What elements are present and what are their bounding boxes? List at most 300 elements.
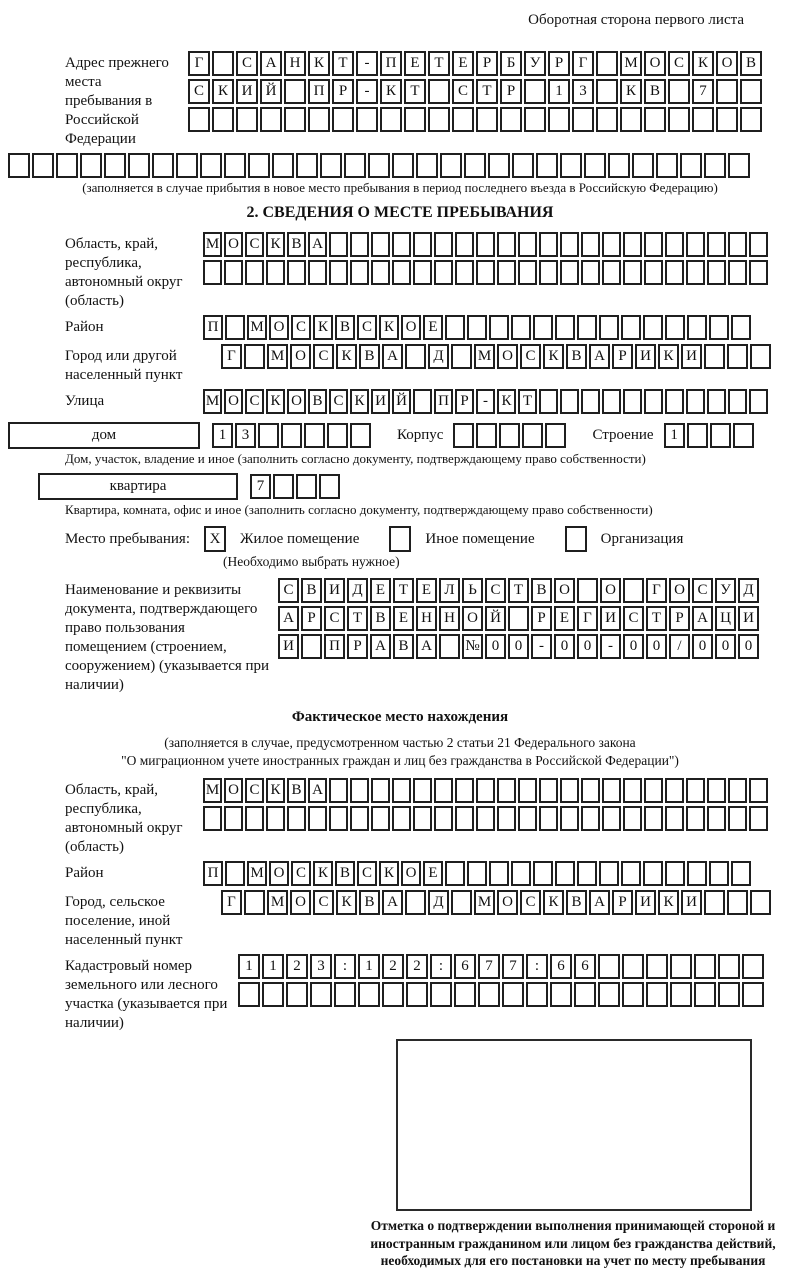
char-cell xyxy=(286,982,308,1007)
char-cell: С xyxy=(236,51,258,76)
char-cell xyxy=(266,260,285,285)
char-cell xyxy=(476,806,495,831)
char-cell xyxy=(371,778,390,803)
char-cell xyxy=(272,153,294,178)
char-cell xyxy=(497,806,516,831)
char-cell xyxy=(428,107,450,132)
char-cell xyxy=(308,806,327,831)
char-cell xyxy=(511,315,531,340)
region-row-1 xyxy=(203,232,768,257)
char-cell xyxy=(602,389,621,414)
char-cell: А xyxy=(278,606,299,631)
char-cell: 1 xyxy=(664,423,685,448)
char-cell xyxy=(644,389,663,414)
char-cell xyxy=(500,107,522,132)
char-cell: 0 xyxy=(485,634,506,659)
char-cell xyxy=(413,232,432,257)
char-cell xyxy=(445,315,465,340)
char-cell: Н xyxy=(439,606,460,631)
char-cell xyxy=(308,107,330,132)
char-cell xyxy=(687,423,708,448)
stay-type-checkbox-other xyxy=(389,526,411,552)
char-cell: 7 xyxy=(502,954,524,979)
char-cell xyxy=(356,107,378,132)
char-cell xyxy=(686,260,705,285)
char-cell xyxy=(245,260,264,285)
char-cell xyxy=(622,982,644,1007)
char-cell: И xyxy=(371,389,390,414)
char-cell xyxy=(749,778,768,803)
char-cell: 0 xyxy=(738,634,759,659)
char-cell: В xyxy=(287,232,306,257)
char-cell xyxy=(464,153,486,178)
char-cell xyxy=(596,107,618,132)
char-cell: Р xyxy=(455,389,474,414)
prev-address-row-full xyxy=(8,153,792,178)
char-cell xyxy=(665,232,684,257)
char-cell xyxy=(287,260,306,285)
char-cell xyxy=(104,153,126,178)
region-label: Область, край, республика, автономный округ (область) xyxy=(65,236,183,309)
char-cell xyxy=(644,232,663,257)
char-cell xyxy=(262,982,284,1007)
char-cell xyxy=(392,806,411,831)
actual-city-row xyxy=(221,890,771,915)
char-cell xyxy=(545,423,566,448)
char-cell xyxy=(668,107,690,132)
char-cell: В xyxy=(566,344,587,369)
char-cell xyxy=(749,806,768,831)
actual-district-field xyxy=(65,861,792,886)
char-cell xyxy=(392,232,411,257)
char-cell: К xyxy=(336,344,357,369)
char-cell xyxy=(488,153,510,178)
char-cell: 2 xyxy=(286,954,308,979)
char-cell xyxy=(742,982,764,1007)
char-cell xyxy=(581,389,600,414)
char-cell xyxy=(733,423,754,448)
char-cell xyxy=(707,806,726,831)
char-cell: О xyxy=(269,315,289,340)
street-field xyxy=(65,389,792,414)
char-cell xyxy=(623,389,642,414)
char-cell xyxy=(599,315,619,340)
char-cell: У xyxy=(524,51,546,76)
char-cell xyxy=(665,861,685,886)
char-cell xyxy=(668,79,690,104)
char-cell xyxy=(574,982,596,1007)
char-cell xyxy=(212,107,234,132)
char-cell: Т xyxy=(332,51,354,76)
char-cell xyxy=(350,778,369,803)
document-field xyxy=(65,578,792,695)
char-cell: С xyxy=(313,344,334,369)
char-cell: И xyxy=(681,890,702,915)
char-cell xyxy=(225,861,245,886)
char-cell xyxy=(350,806,369,831)
char-cell xyxy=(599,861,619,886)
char-cell: - xyxy=(356,79,378,104)
page-side-note: Оборотная сторона первого листа xyxy=(528,12,744,28)
char-cell xyxy=(716,107,738,132)
char-cell xyxy=(728,806,747,831)
char-cell: Г xyxy=(646,578,667,603)
char-cell xyxy=(413,778,432,803)
char-cell xyxy=(296,474,317,499)
char-cell xyxy=(455,232,474,257)
char-cell: И xyxy=(236,79,258,104)
char-cell: К xyxy=(266,778,285,803)
char-cell xyxy=(602,232,621,257)
region-row-2 xyxy=(203,260,768,285)
char-cell: Е xyxy=(423,861,443,886)
char-cell xyxy=(512,153,534,178)
char-cell: 6 xyxy=(574,954,596,979)
char-cell: Р xyxy=(476,51,498,76)
char-cell: С xyxy=(245,389,264,414)
char-cell: Т xyxy=(404,79,426,104)
char-cell: О xyxy=(287,389,306,414)
char-cell xyxy=(511,861,531,886)
char-cell: А xyxy=(382,344,403,369)
char-cell xyxy=(392,153,414,178)
char-cell: 0 xyxy=(623,634,644,659)
char-cell: 6 xyxy=(454,954,476,979)
char-cell: 3 xyxy=(572,79,594,104)
actual-location-title: Фактическое место нахождения xyxy=(291,709,509,725)
char-cell: М xyxy=(203,778,222,803)
char-cell xyxy=(581,232,600,257)
char-cell: А xyxy=(308,778,327,803)
char-cell xyxy=(694,954,716,979)
char-cell: М xyxy=(474,890,495,915)
char-cell: С xyxy=(245,778,264,803)
house-row xyxy=(8,422,792,449)
char-cell xyxy=(405,890,426,915)
char-cell xyxy=(224,806,243,831)
korpus-cells xyxy=(453,423,566,448)
char-cell: Р xyxy=(612,890,633,915)
stay-type-checkbox-residential: X xyxy=(204,526,226,552)
char-cell: К xyxy=(308,51,330,76)
stay-type-label: Место пребывания: xyxy=(65,530,190,547)
prev-address-row-3 xyxy=(188,107,762,132)
char-cell xyxy=(478,982,500,1007)
char-cell xyxy=(310,982,332,1007)
char-cell: М xyxy=(203,389,222,414)
char-cell xyxy=(707,389,726,414)
char-cell: 7 xyxy=(250,474,271,499)
char-cell: Б xyxy=(500,51,522,76)
char-cell xyxy=(413,389,432,414)
char-cell xyxy=(476,232,495,257)
char-cell xyxy=(451,890,472,915)
char-cell xyxy=(728,232,747,257)
char-cell: С xyxy=(452,79,474,104)
prev-address-field xyxy=(65,51,792,149)
char-cell xyxy=(623,232,642,257)
char-cell xyxy=(248,153,270,178)
char-cell xyxy=(665,389,684,414)
actual-region-row-1 xyxy=(203,778,768,803)
char-cell: О xyxy=(497,344,518,369)
char-cell xyxy=(687,315,707,340)
char-cell xyxy=(709,861,729,886)
char-cell: : xyxy=(334,954,356,979)
document-row-1 xyxy=(278,578,759,603)
char-cell xyxy=(749,232,768,257)
char-cell: О xyxy=(224,232,243,257)
char-cell xyxy=(704,344,725,369)
char-cell xyxy=(245,806,264,831)
char-cell xyxy=(152,153,174,178)
char-cell xyxy=(577,578,598,603)
char-cell xyxy=(718,982,740,1007)
char-cell xyxy=(284,79,306,104)
char-cell xyxy=(718,954,740,979)
actual-region-field xyxy=(65,778,792,857)
char-cell xyxy=(622,954,644,979)
char-cell: Н xyxy=(416,606,437,631)
char-cell xyxy=(258,423,279,448)
char-cell: К xyxy=(266,389,285,414)
char-cell xyxy=(749,260,768,285)
document-label: Наименование и реквизиты документа, подтверждающего право пользования помещением (строением, сооружением) (указывается при наличии) xyxy=(65,582,270,693)
char-cell: А xyxy=(416,634,437,659)
char-cell xyxy=(518,778,537,803)
char-cell: Й xyxy=(485,606,506,631)
char-cell xyxy=(665,315,685,340)
char-cell xyxy=(686,806,705,831)
char-cell: В xyxy=(335,861,355,886)
char-cell: О xyxy=(669,578,690,603)
char-cell: С xyxy=(245,232,264,257)
char-cell xyxy=(440,153,462,178)
char-cell xyxy=(620,107,642,132)
char-cell: К xyxy=(379,861,399,886)
char-cell: С xyxy=(357,315,377,340)
char-cell xyxy=(350,423,371,448)
char-cell xyxy=(518,806,537,831)
stay-type-option-other: Иное помещение xyxy=(425,530,535,547)
char-cell: Г xyxy=(221,344,242,369)
char-cell: С xyxy=(357,861,377,886)
char-cell: И xyxy=(681,344,702,369)
char-cell xyxy=(203,260,222,285)
char-cell xyxy=(238,982,260,1007)
char-cell: В xyxy=(531,578,552,603)
char-cell: Р xyxy=(347,634,368,659)
char-cell: К xyxy=(379,315,399,340)
prev-address-label: Адрес прежнего места пребывания в Российской Федерации xyxy=(65,55,169,147)
char-cell xyxy=(731,861,751,886)
char-cell: Д xyxy=(428,344,449,369)
char-cell xyxy=(533,861,553,886)
prev-address-row-2 xyxy=(188,79,762,104)
actual-city-field xyxy=(65,890,792,950)
char-cell: 2 xyxy=(406,954,428,979)
char-cell xyxy=(455,806,474,831)
char-cell xyxy=(581,806,600,831)
char-cell: 0 xyxy=(554,634,575,659)
char-cell xyxy=(623,806,642,831)
char-cell xyxy=(497,778,516,803)
actual-region-label: Область, край, республика, автономный округ (область) xyxy=(65,782,183,855)
char-cell: 2 xyxy=(382,954,404,979)
char-cell: К xyxy=(543,344,564,369)
char-cell: К xyxy=(543,890,564,915)
char-cell: О xyxy=(224,778,243,803)
char-cell: Т xyxy=(393,578,414,603)
char-cell: Г xyxy=(188,51,210,76)
char-cell xyxy=(404,107,426,132)
district-field xyxy=(65,315,792,340)
char-cell xyxy=(643,861,663,886)
document-row-3 xyxy=(278,634,759,659)
char-cell xyxy=(476,778,495,803)
char-cell: 1 xyxy=(238,954,260,979)
char-cell: 1 xyxy=(262,954,284,979)
char-cell xyxy=(327,423,348,448)
cadastre-row-1 xyxy=(238,954,764,979)
char-cell xyxy=(497,232,516,257)
stay-type-note: (Необходимо выбрать нужное) xyxy=(223,554,400,569)
char-cell xyxy=(476,423,497,448)
char-cell xyxy=(329,806,348,831)
char-cell: П xyxy=(203,861,223,886)
char-cell xyxy=(560,232,579,257)
char-cell xyxy=(371,232,390,257)
char-cell xyxy=(560,806,579,831)
char-cell xyxy=(392,260,411,285)
char-cell: И xyxy=(738,606,759,631)
district-row xyxy=(203,315,751,340)
char-cell: С xyxy=(485,578,506,603)
city-label: Город или другой населенный пункт xyxy=(65,348,183,383)
char-cell: Р xyxy=(531,606,552,631)
char-cell xyxy=(632,153,654,178)
char-cell: П xyxy=(308,79,330,104)
char-cell: М xyxy=(267,890,288,915)
char-cell: И xyxy=(600,606,621,631)
char-cell xyxy=(499,423,520,448)
char-cell xyxy=(670,982,692,1007)
char-cell xyxy=(508,606,529,631)
actual-city-label: Город, сельское поселение, иной населенный пункт xyxy=(65,894,183,948)
house-type-box: дом xyxy=(8,422,200,449)
char-cell: 1 xyxy=(212,423,233,448)
char-cell xyxy=(224,153,246,178)
cadastre-row-2 xyxy=(238,982,764,1007)
char-cell xyxy=(332,107,354,132)
char-cell xyxy=(539,778,558,803)
char-cell: В xyxy=(740,51,762,76)
stay-type-option-organization: Организация xyxy=(600,530,684,547)
char-cell xyxy=(602,260,621,285)
char-cell: - xyxy=(356,51,378,76)
char-cell: О xyxy=(224,389,243,414)
actual-region-row-2 xyxy=(203,806,768,831)
char-cell: О xyxy=(401,315,421,340)
char-cell xyxy=(707,260,726,285)
char-cell: В xyxy=(287,778,306,803)
char-cell: О xyxy=(269,861,289,886)
char-cell xyxy=(539,232,558,257)
char-cell: 0 xyxy=(577,634,598,659)
char-cell xyxy=(518,232,537,257)
char-cell: О xyxy=(401,861,421,886)
char-cell xyxy=(602,778,621,803)
char-cell: Е xyxy=(423,315,443,340)
char-cell: К xyxy=(313,861,333,886)
char-cell xyxy=(439,634,460,659)
char-cell: Т xyxy=(518,389,537,414)
char-cell: И xyxy=(635,890,656,915)
char-cell xyxy=(742,954,764,979)
char-cell xyxy=(344,153,366,178)
char-cell xyxy=(727,890,748,915)
char-cell xyxy=(740,79,762,104)
char-cell: Г xyxy=(577,606,598,631)
char-cell: 0 xyxy=(646,634,667,659)
char-cell xyxy=(707,778,726,803)
char-cell xyxy=(680,153,702,178)
char-cell xyxy=(608,153,630,178)
char-cell: К xyxy=(658,890,679,915)
char-cell: В xyxy=(370,606,391,631)
stay-type-checkbox-organization xyxy=(565,526,587,552)
char-cell xyxy=(32,153,54,178)
char-cell: Д xyxy=(428,890,449,915)
char-cell xyxy=(455,778,474,803)
char-cell xyxy=(572,107,594,132)
char-cell: Д xyxy=(738,578,759,603)
apartment-cells xyxy=(250,474,340,499)
char-cell xyxy=(518,260,537,285)
char-cell xyxy=(405,344,426,369)
char-cell: А xyxy=(308,232,327,257)
char-cell: Е xyxy=(404,51,426,76)
district-label: Район xyxy=(65,319,104,335)
char-cell: / xyxy=(669,634,690,659)
char-cell: М xyxy=(203,232,222,257)
char-cell xyxy=(430,982,452,1007)
char-cell xyxy=(413,260,432,285)
char-cell: С xyxy=(520,890,541,915)
char-cell: В xyxy=(359,890,380,915)
char-cell: Е xyxy=(452,51,474,76)
char-cell xyxy=(350,260,369,285)
char-cell xyxy=(596,51,618,76)
char-cell: Е xyxy=(393,606,414,631)
char-cell: А xyxy=(260,51,282,76)
char-cell xyxy=(623,778,642,803)
char-cell xyxy=(128,153,150,178)
char-cell xyxy=(522,423,543,448)
char-cell xyxy=(287,806,306,831)
char-cell xyxy=(56,153,78,178)
char-cell xyxy=(560,389,579,414)
char-cell: К xyxy=(350,389,369,414)
char-cell xyxy=(665,806,684,831)
char-cell xyxy=(539,260,558,285)
char-cell: М xyxy=(247,861,267,886)
stamp-caption: Отметка о подтверждении выполнения принимающей стороной и иностранным гражданином или лицом без гражданства действий, необходимых для его постановки на учет по месту пребывания xyxy=(370,1218,776,1268)
char-cell xyxy=(273,474,294,499)
char-cell: 3 xyxy=(310,954,332,979)
char-cell xyxy=(236,107,258,132)
street-row xyxy=(203,389,768,414)
